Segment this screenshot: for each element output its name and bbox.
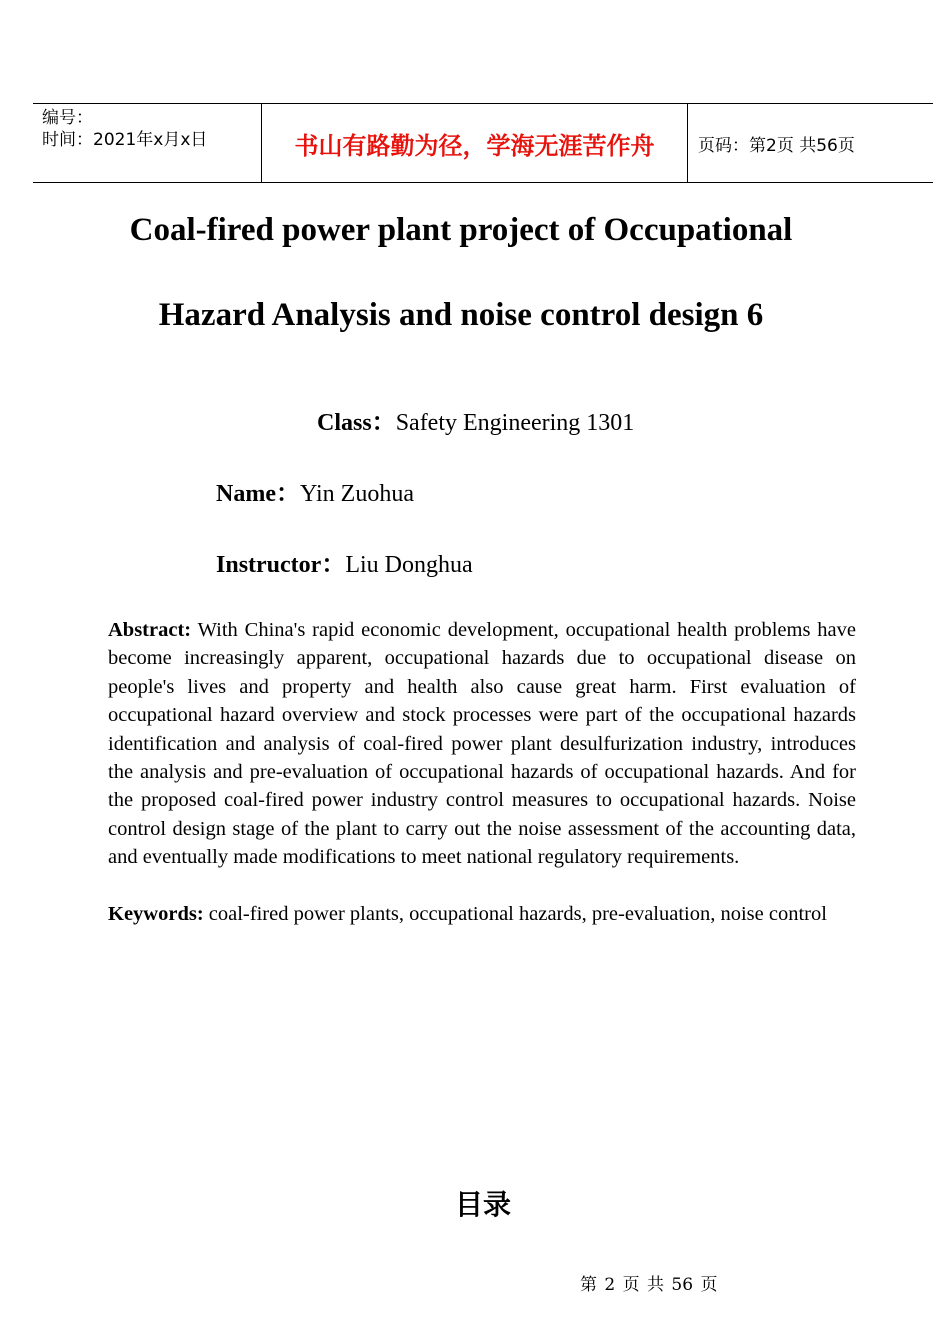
abstract-text: With China's rapid economic development, occupational health problems have become increasingly apparent, occupational hazards due to occupational disease on people's lives and property and health also cause great harm. First evaluation of occupational hazard overview and stock processes were part of the occupational hazards identification and analysis of coal-fired power plant desulfurization industry, introduces the analysis and pre-evaluation of occupational hazards of occupational hazards. And for the proposed coal-fired power industry control measures to occupational hazards. Noise control design stage of the plant to carry out the noise assessment of the accounting data, and eventually made modifications to meet national regulatory requirements. <box>108 619 856 869</box>
header-motto-cell <box>262 104 688 182</box>
keywords-label: Keywords: <box>108 903 204 925</box>
header-page-info: 页码：第2页 共56页 <box>698 135 855 156</box>
time-label: 时间：2021年x月x日 <box>42 130 208 150</box>
document-header <box>33 103 933 183</box>
instructor-value: Liu Donghua <box>345 552 473 578</box>
keywords-paragraph <box>108 900 856 928</box>
page-footer: 第 2 页 共 56 页 <box>580 1275 718 1295</box>
title-line-2: Hazard Analysis and noise control design 6 <box>158 297 764 333</box>
name-value: Yin Zuohua <box>299 481 414 507</box>
name-row <box>216 473 414 508</box>
header-motto: 书山有路勤为径，学海无涯苦作舟 <box>294 131 655 160</box>
class-value: Safety Engineering 1301 <box>395 410 635 436</box>
name-label: Name： <box>216 481 300 507</box>
header-page-cell <box>688 104 933 182</box>
toc-heading: 目录 <box>454 1188 511 1221</box>
abstract-paragraph <box>108 616 856 872</box>
instructor-row <box>216 544 473 579</box>
class-row <box>317 402 634 437</box>
class-label: Class： <box>317 410 396 436</box>
header-left-cell <box>33 104 262 182</box>
instructor-label: Instructor： <box>216 552 346 578</box>
number-label: 编号： <box>42 108 93 128</box>
keywords-text: coal-fired power plants, occupational hazards, pre-evaluation, noise control <box>208 903 827 925</box>
abstract-label: Abstract: <box>108 619 192 641</box>
title-line-1: Coal-fired power plant project of Occupational <box>129 212 793 248</box>
